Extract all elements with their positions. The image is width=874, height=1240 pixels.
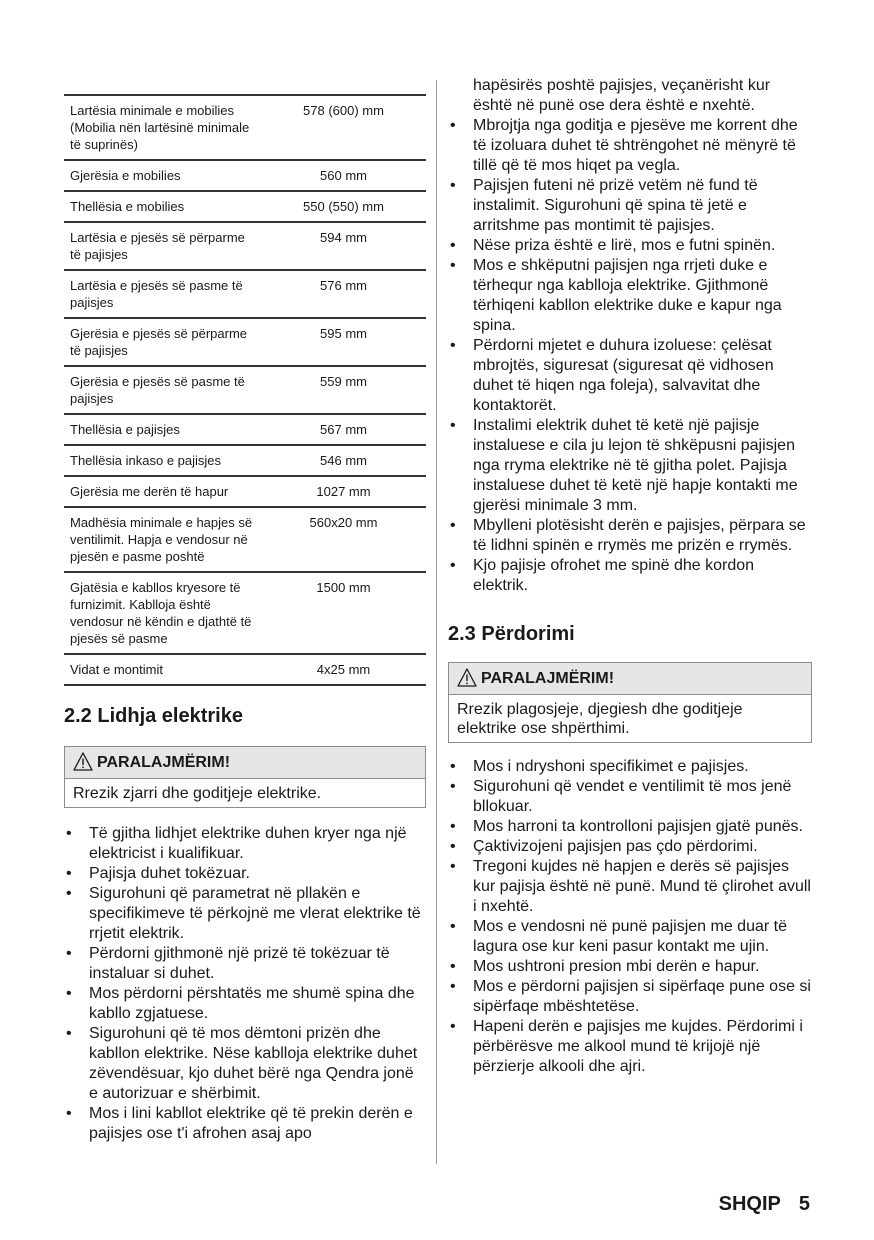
list-item: • Pajisja duhet tokëzuar.: [64, 864, 426, 884]
list-item: • Kjo pajisje ofrohet me spinë dhe kordon elektrik.: [448, 556, 812, 596]
table-cell-label: Gjerësia e pjesës së pasme të pajisjes: [64, 366, 261, 414]
list-item: • Instalimi elektrik duhet të ketë një pajisje instaluese e cila ju lejon të shkëpusni pajisjen nga rryma elektrike në të gjitha polet. Pajisja instaluese duhet të ketë një hapje kontakti me gjerësi minimale 3 mm.: [448, 416, 812, 516]
section-title-usage: 2.3 Përdorimi: [448, 623, 575, 645]
table-cell-label: Gjerësia me derën të hapur: [64, 476, 261, 507]
table-cell-label: Vidat e montimit: [64, 654, 261, 685]
page-footer: [701, 1193, 810, 1216]
table-cell-label: Lartësia e pjesës së pasme të pajisjes: [64, 270, 261, 318]
list-item: • Mos i ndryshoni specifikimet e pajisjes.: [448, 757, 812, 777]
list-item: • Mos ushtroni presion mbi derën e hapur.: [448, 957, 812, 977]
table-cell-value: 594 mm: [261, 222, 426, 270]
table-cell-value: 1027 mm: [261, 476, 426, 507]
table-cell-label: Thellësia e mobilies: [64, 191, 261, 222]
table-cell-label: Madhësia minimale e hapjes së ventilimit. Hapja e vendosur në pjesën e pasme poshtë: [64, 507, 261, 572]
warning-box-usage: [448, 662, 812, 743]
list-item: • Mos përdorni përshtatës me shumë spina dhe kabllo zgjatuese.: [64, 984, 426, 1024]
list-item-continuation: hapësirës poshtë pajisjes, veçanërisht kur është në punë ose dera është e nxehtë.: [473, 77, 771, 114]
table-cell-label: Lartësia e pjesës së përparme të pajisjes: [64, 222, 261, 270]
list-item: • Përdorni gjithmonë një prizë të tokëzuar të instaluar si duhet.: [64, 944, 426, 984]
warning-title: PARALAJMËRIM!: [97, 754, 231, 771]
table-cell-value: 578 (600) mm: [261, 95, 426, 160]
list-item: • Mos e vendosni në punë pajisjen me duar të lagura ose kur keni pasur kontakt me ujin.: [448, 917, 812, 957]
table-cell-label: Lartësia minimale e mobilies (Mobilia nën lartësinë minimale të suprinës): [64, 95, 261, 160]
warning-triangle-icon: [457, 668, 477, 687]
table-row: [64, 191, 426, 222]
table-cell-label: Thellësia e pajisjes: [64, 414, 261, 445]
table-row: [64, 366, 426, 414]
table-row: [64, 654, 426, 685]
list-item: • Përdorni mjetet e duhura izoluese: çelësat mbrojtës, siguresat (siguresat që vidhosen duhet të hiqen nga foleja), salvavitat dhe kontaktorët.: [448, 336, 812, 416]
table-cell-label: Gjatësia e kabllos kryesore të furnizimit. Kablloja është vendosur në këndin e djathtë të pjesës së pasme: [64, 572, 261, 654]
footer-language: SHQIP: [718, 1193, 781, 1215]
table-cell-label: Thellësia inkaso e pajisjes: [64, 445, 261, 476]
list-item: • Hapeni derën e pajisjes me kujdes. Përdorimi i përbërësve me alkool mund të krijojë një përzierje alkooli dhe ajri.: [448, 1017, 812, 1077]
column-divider: [436, 80, 437, 1164]
list-item: • Mos e përdorni pajisjen si sipërfaqe pune ose si sipërfaqe mbështetëse.: [448, 977, 812, 1017]
table-row: [64, 95, 426, 160]
right-column: [448, 76, 812, 1077]
list-item: • Të gjitha lidhjet elektrike duhen kryer nga një elektricist i kualifikuar.: [64, 824, 426, 864]
table-cell-value: 560x20 mm: [261, 507, 426, 572]
list-item: • Mos harroni ta kontrolloni pajisjen gjatë punës.: [448, 817, 812, 837]
list-item: • Sigurohuni që të mos dëmtoni prizën dhe kabllon elektrike. Nëse kablloja elektrike duhet zëvendësuar, kjo duhet bërë nga Qendra jonë e autorizuar e shërbimit.: [64, 1024, 426, 1104]
table-cell-value: 595 mm: [261, 318, 426, 366]
table-row: [64, 270, 426, 318]
list-item: • Tregoni kujdes në hapjen e derës së pajisjes kur pajisja është në punë. Mund të çlirohet avull i nxehtë.: [448, 857, 812, 917]
list-item: • Çaktivizojeni pajisjen pas çdo përdorimi.: [448, 837, 812, 857]
table-cell-value: 4x25 mm: [261, 654, 426, 685]
table-row: [64, 414, 426, 445]
table-row: [64, 445, 426, 476]
table-cell-value: 576 mm: [261, 270, 426, 318]
electrical-bullet-list-continued: [448, 76, 812, 596]
table-row: [64, 507, 426, 572]
usage-bullet-list: [448, 757, 812, 1077]
list-item: • Sigurohuni që parametrat në pllakën e specifikimeve të përkojnë me vlerat elektrike të rrjetit elektrik.: [64, 884, 426, 944]
table-cell-value: 567 mm: [261, 414, 426, 445]
warning-text: Rrezik zjarri dhe goditjeje elektrike.: [73, 785, 322, 802]
warning-box-electrical: [64, 746, 426, 808]
list-item: • Mbrojtja nga goditja e pjesëve me korrent dhe të izoluara duhet të shtrëngohet në mënyrë të tillë që të mos hiqet pa vegla.: [448, 116, 812, 176]
table-row: [64, 160, 426, 191]
left-column: [64, 94, 426, 1144]
list-item: • Sigurohuni që vendet e ventilimit të mos jenë bllokuar.: [448, 777, 812, 817]
table-cell-value: 550 (550) mm: [261, 191, 426, 222]
page-number: 5: [798, 1193, 810, 1215]
list-item: • Mos i lini kabllot elektrike që të prekin derën e pajisjes ose t'i afrohen asaj apo: [64, 1104, 426, 1144]
table-row: [64, 222, 426, 270]
list-item: • Nëse priza është e lirë, mos e futni spinën.: [448, 236, 812, 256]
table-cell-value: 560 mm: [261, 160, 426, 191]
table-cell-label: Gjerësia e mobilies: [64, 160, 261, 191]
table-row: [64, 318, 426, 366]
warning-triangle-icon: [73, 752, 93, 771]
table-cell-label: Gjerësia e pjesës së përparme të pajisjes: [64, 318, 261, 366]
section-title-electrical: 2.2 Lidhja elektrike: [64, 705, 243, 727]
warning-text: Rrezik plagosjeje, djegiesh dhe goditjeje elektrike ose shpërthimi.: [457, 701, 743, 737]
electrical-bullet-list: [64, 824, 426, 1144]
table-row: [64, 476, 426, 507]
table-cell-value: 546 mm: [261, 445, 426, 476]
dimensions-table: [64, 94, 426, 686]
list-item: • Mos e shkëputni pajisjen nga rrjeti duke e tërhequr nga kablloja elektrike. Gjithmonë tërhiqeni kabllon elektrike duke e kapur nga spina.: [448, 256, 812, 336]
table-row: [64, 572, 426, 654]
list-item: • Pajisjen futeni në prizë vetëm në fund të instalimit. Sigurohuni që spina të jetë e arritshme pas montimit të pajisjes.: [448, 176, 812, 236]
table-cell-value: 559 mm: [261, 366, 426, 414]
list-item: • Mbylleni plotësisht derën e pajisjes, përpara se të lidhni spinën e rrymës me prizën e rrymës.: [448, 516, 812, 556]
table-cell-value: 1500 mm: [261, 572, 426, 654]
warning-title: PARALAJMËRIM!: [481, 670, 615, 687]
